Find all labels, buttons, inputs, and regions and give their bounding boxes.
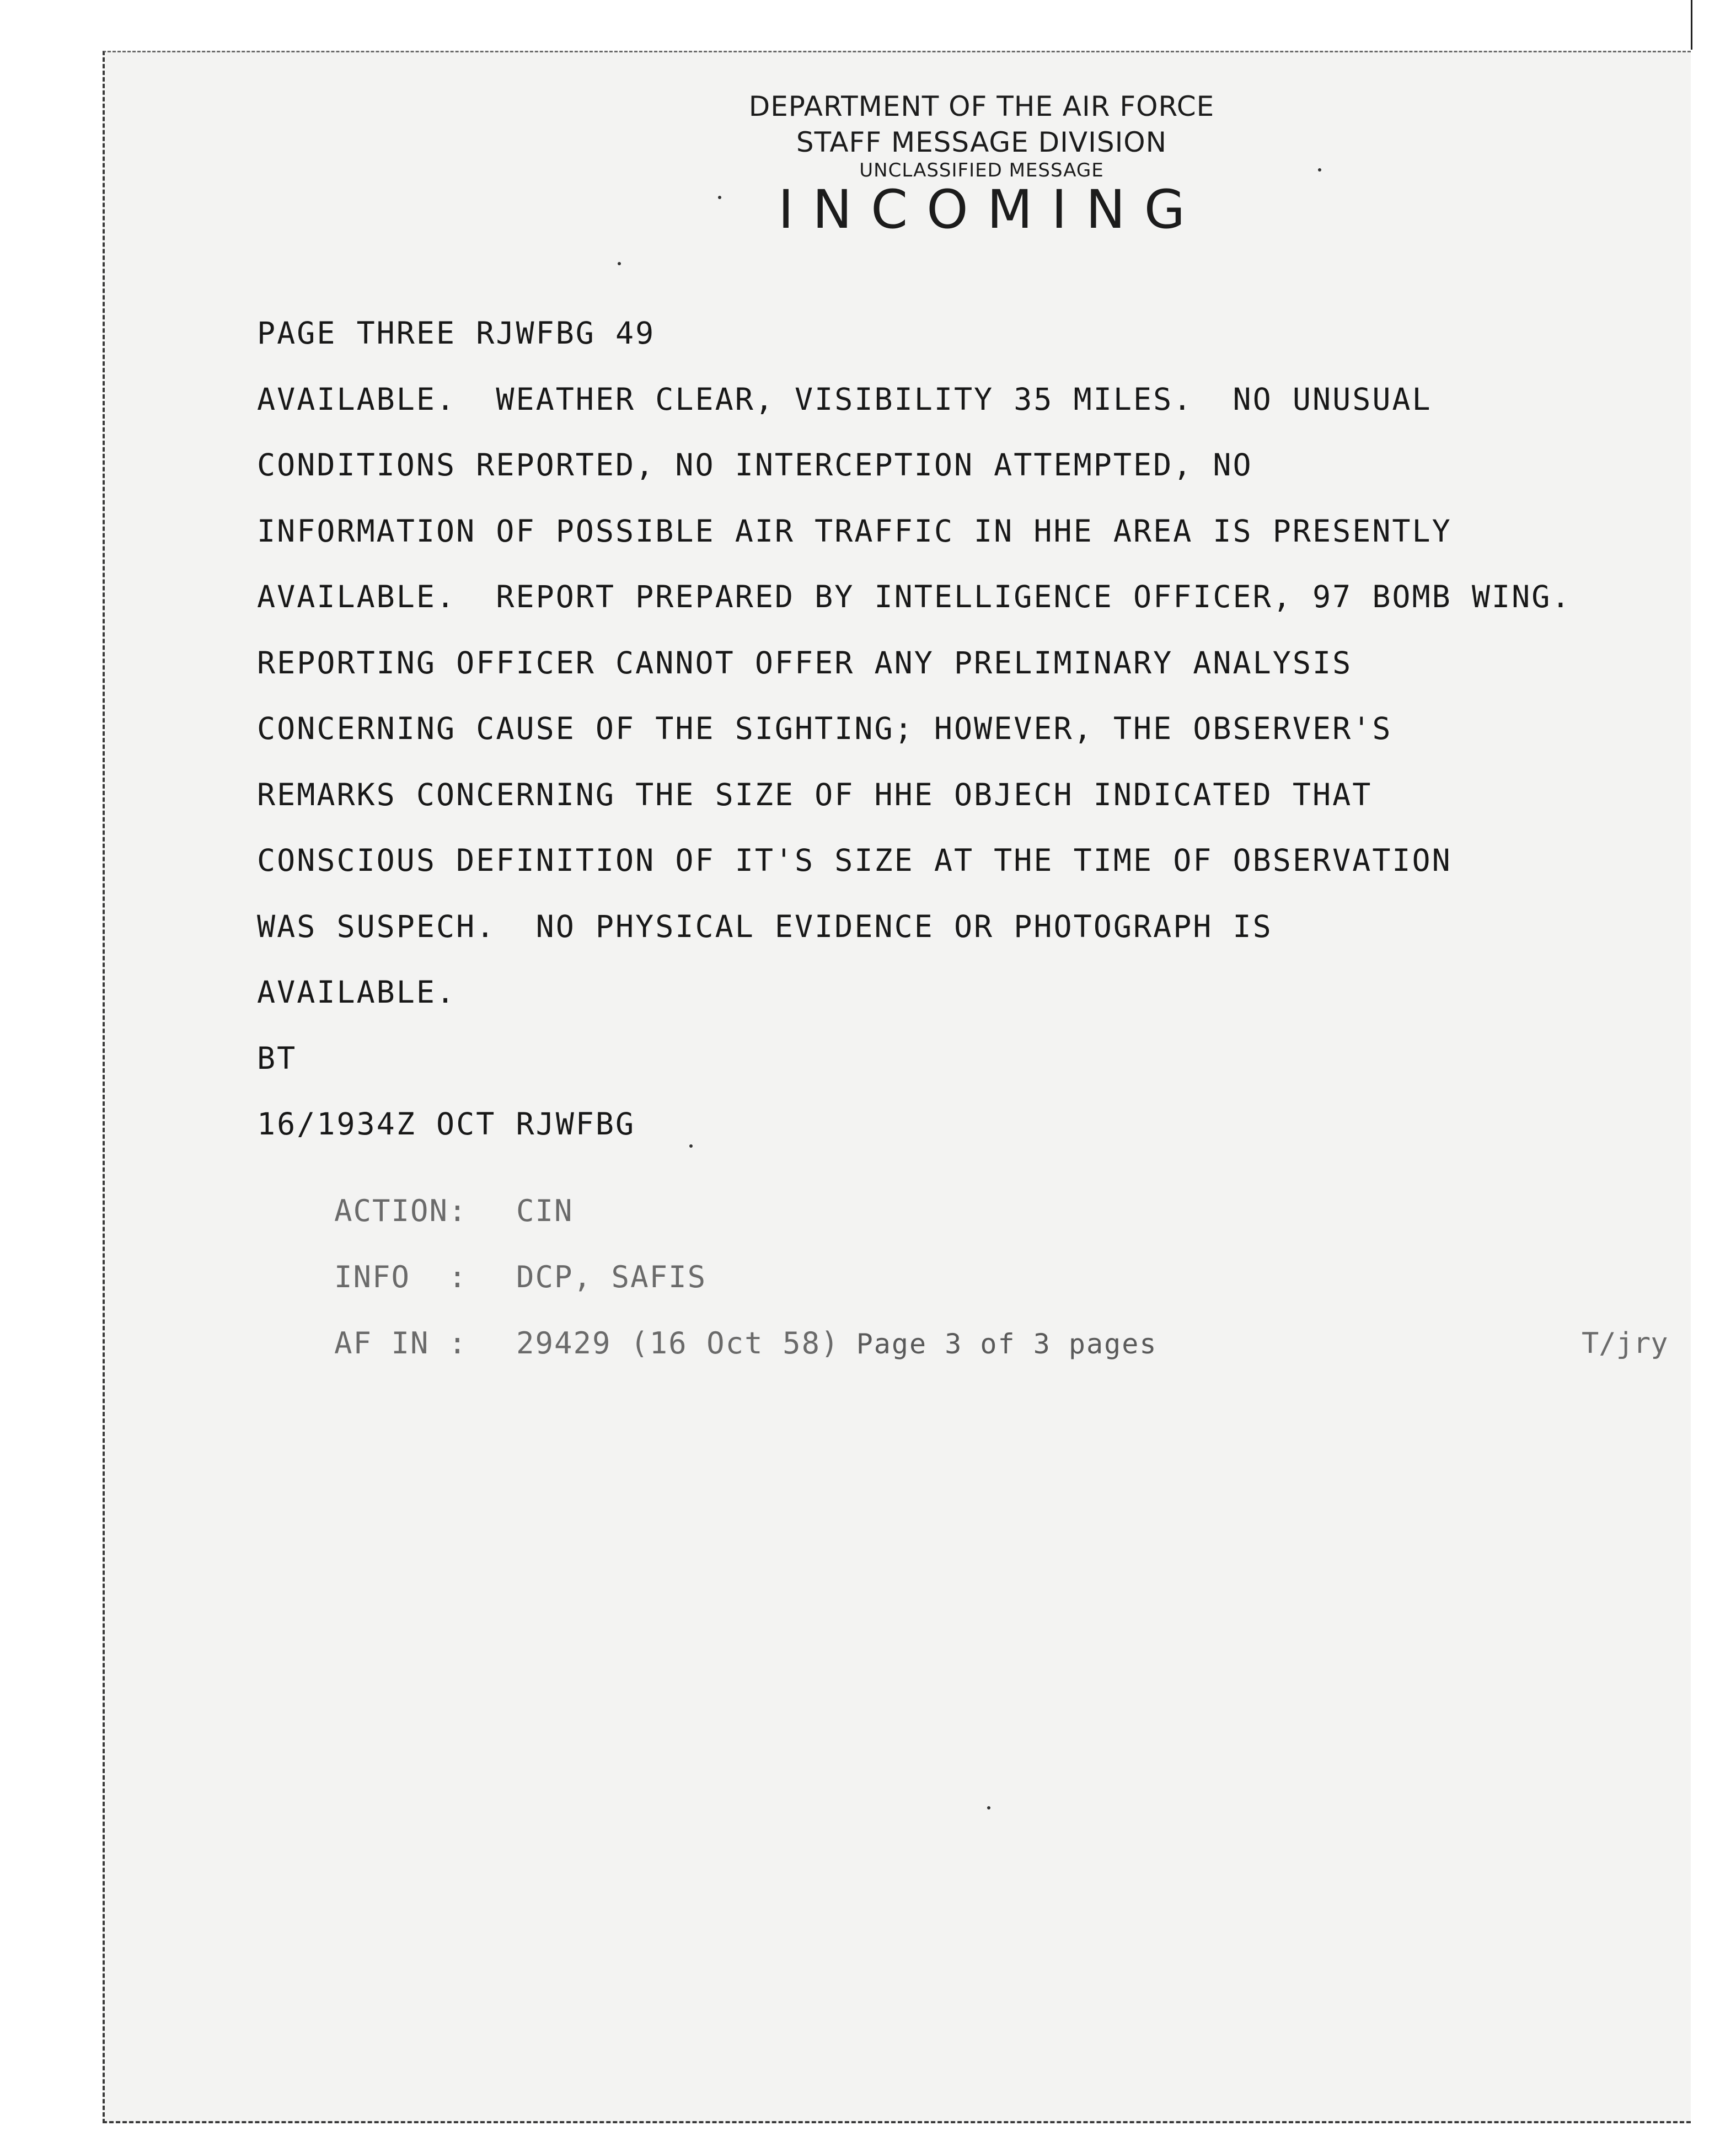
af-in-row <box>334 1324 1157 1390</box>
department-title: DEPARTMENT OF THE AIR FORCE <box>748 90 1215 122</box>
message-line: INFORMATION OF POSSIBLE AIR TRAFFIC IN HHE AREA IS PRESENTLY <box>257 513 1452 549</box>
scan-speck <box>1318 168 1321 172</box>
scan-speck <box>618 262 621 265</box>
scan-speck <box>987 1806 990 1809</box>
action-value: CIN <box>516 1193 574 1228</box>
message-header <box>695 88 1268 238</box>
message-line: AVAILABLE. REPORT PREPARED BY INTELLIGENCE OFFICER, 97 BOMB WING. <box>257 579 1572 614</box>
message-direction: INCOMING <box>778 179 1204 240</box>
message-line: 16/1934Z OCT RJWFBG <box>257 1106 636 1142</box>
info-value: DCP, SAFIS <box>516 1260 707 1294</box>
message-line: REMARKS CONCERNING THE SIZE OF HHE OBJECH INDICATED THAT <box>257 777 1373 812</box>
action-row <box>334 1191 1157 1257</box>
message-line: AVAILABLE. <box>257 975 457 1010</box>
classification-label: UNCLASSIFIED MESSAGE <box>859 159 1104 181</box>
message-line: REPORTING OFFICER CANNOT OFFER ANY PRELIMINARY ANALYSIS <box>257 645 1353 681</box>
message-line: CONDITIONS REPORTED, NO INTERCEPTION ATTEMPTED, NO <box>257 447 1253 483</box>
message-line: AVAILABLE. WEATHER CLEAR, VISIBILITY 35 MILES. NO UNUSUAL <box>257 381 1432 417</box>
af-in-label: AF IN : <box>334 1326 468 1361</box>
page-edge-mark <box>1691 0 1692 50</box>
message-line: BT <box>257 1040 297 1076</box>
action-label: ACTION: <box>334 1193 468 1228</box>
info-label: INFO : <box>334 1260 468 1294</box>
message-body <box>257 313 1571 1170</box>
division-title: STAFF MESSAGE DIVISION <box>796 126 1167 158</box>
typist-initials: T/jry <box>1582 1327 1668 1360</box>
info-row <box>334 1257 1157 1324</box>
message-line: CONCERNING CAUSE OF THE SIGHTING; HOWEVER, THE OBSERVER'S <box>257 711 1392 746</box>
af-in-value: 29429 (16 Oct 58) <box>516 1326 840 1361</box>
message-line: PAGE THREE RJWFBG 49 <box>257 315 656 351</box>
page-count: Page 3 of 3 pages <box>856 1328 1158 1360</box>
message-line: WAS SUSPECH. NO PHYSICAL EVIDENCE OR PHOTOGRAPH IS <box>257 908 1273 944</box>
routing-block <box>334 1191 1157 1390</box>
message-line: CONSCIOUS DEFINITION OF IT'S SIZE AT THE TIME OF OBSERVATION <box>257 843 1452 878</box>
